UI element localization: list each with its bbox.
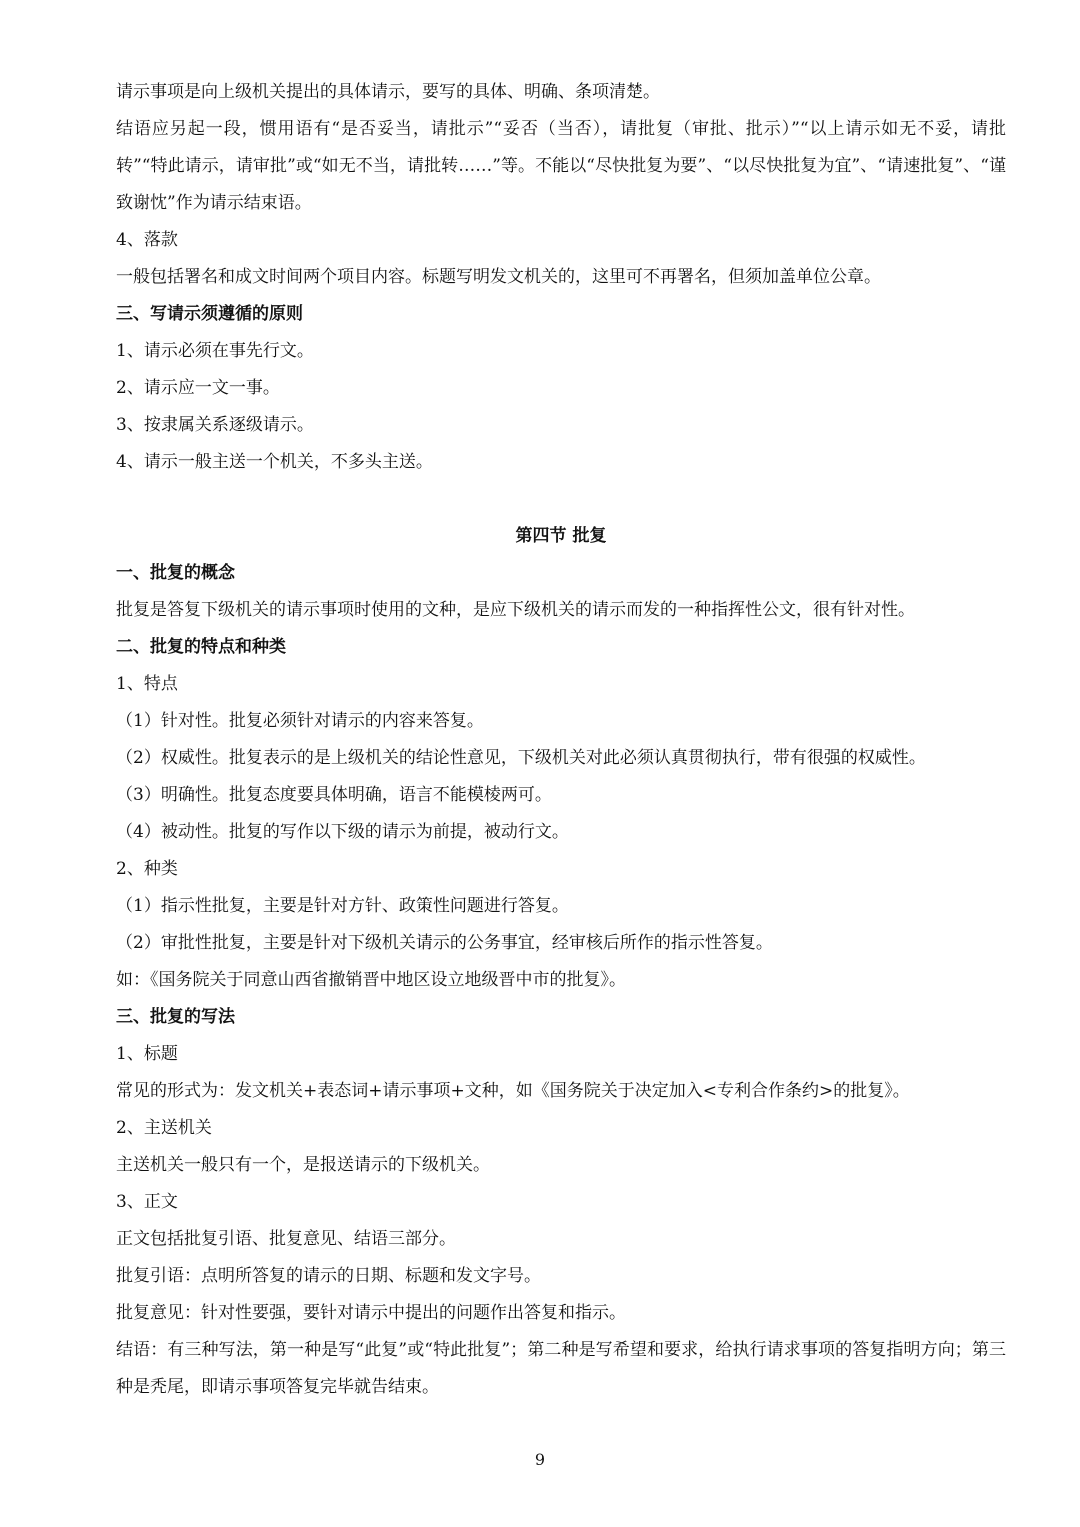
list-item: 4、请示一般主送一个机关，不多头主送。: [116, 452, 433, 472]
paragraph: 批复引语：点明所答复的请示的日期、标题和发文字号。: [116, 1266, 541, 1286]
paragraph: 结语：有三种写法，第一种是写“此复”或“特此批复”；第二种是写希望和要求，给执行请求事项的答复指明方向；第三种是秃尾，即请示事项答复完毕就告结束。: [116, 1340, 1006, 1397]
section-heading: 一、批复的概念: [116, 563, 235, 583]
chapter-title: 第四节 批复: [515, 526, 607, 546]
list-item: （2）权威性。批复表示的是上级机关的结论性意见，下级机关对此必须认真贯彻执行，带有很强的权威性。: [116, 748, 926, 768]
list-item: （3）明确性。批复态度要具体明确，语言不能模棱两可。: [116, 785, 552, 805]
page-content: [116, 74, 1006, 1406]
list-item: （2）审批性批复，主要是针对下级机关请示的公务事宜，经审核后所作的指示性答复。: [116, 933, 773, 953]
paragraph: 主送机关一般只有一个，是报送请示的下级机关。: [116, 1155, 490, 1175]
list-item: （4）被动性。批复的写作以下级的请示为前提，被动行文。: [116, 822, 569, 842]
subheading: 1、标题: [116, 1044, 178, 1064]
paragraph: 正文包括批复引语、批复意见、结语三部分。: [116, 1229, 456, 1249]
subheading: 2、主送机关: [116, 1118, 212, 1138]
section-heading: 二、批复的特点和种类: [116, 637, 286, 657]
page-number: 9: [534, 1450, 546, 1469]
list-item: （1）针对性。批复必须针对请示的内容来答复。: [116, 711, 484, 731]
subheading: 1、特点: [116, 674, 178, 694]
spacer: [116, 481, 1006, 518]
paragraph: 请示事项是向上级机关提出的具体请示，要写的具体、明确、条项清楚。: [116, 82, 660, 102]
paragraph: 批复意见：针对性要强，要针对请示中提出的问题作出答复和指示。: [116, 1303, 626, 1323]
paragraph: 结语应另起一段，惯用语有“是否妥当，请批示”“妥否（当否），请批复（审批、批示）”“以上请示如无不妥，请批转”“特此请示，请审批”或“如无不当，请批转……”等。不能以“尽快批复为要”、“以尽快批复为宜”、“请速批复”、“谨致谢忱”作为请示结束语。: [116, 119, 1006, 213]
subheading: 2、种类: [116, 859, 178, 879]
list-item: 1、请示必须在事先行文。: [116, 341, 314, 361]
paragraph: 一般包括署名和成文时间两个项目内容。标题写明发文机关的，这里可不再署名，但须加盖单位公章。: [116, 267, 881, 287]
section-heading: 三、批复的写法: [116, 1007, 235, 1027]
list-item: 3、按隶属关系逐级请示。: [116, 415, 314, 435]
section-heading: 三、写请示须遵循的原则: [116, 304, 303, 324]
paragraph: 常见的形式为：发文机关+表态词+请示事项+文种，如《国务院关于决定加入<专利合作条约>的批复》。: [116, 1081, 910, 1101]
subheading: 4、落款: [116, 230, 178, 250]
paragraph: 如：《国务院关于同意山西省撤销晋中地区设立地级晋中市的批复》。: [116, 970, 626, 990]
paragraph: 批复是答复下级机关的请示事项时使用的文种，是应下级机关的请示而发的一种指挥性公文，很有针对性。: [116, 600, 915, 620]
list-item: 2、请示应一文一事。: [116, 378, 280, 398]
list-item: （1）指示性批复，主要是针对方针、政策性问题进行答复。: [116, 896, 569, 916]
subheading: 3、正文: [116, 1192, 178, 1212]
